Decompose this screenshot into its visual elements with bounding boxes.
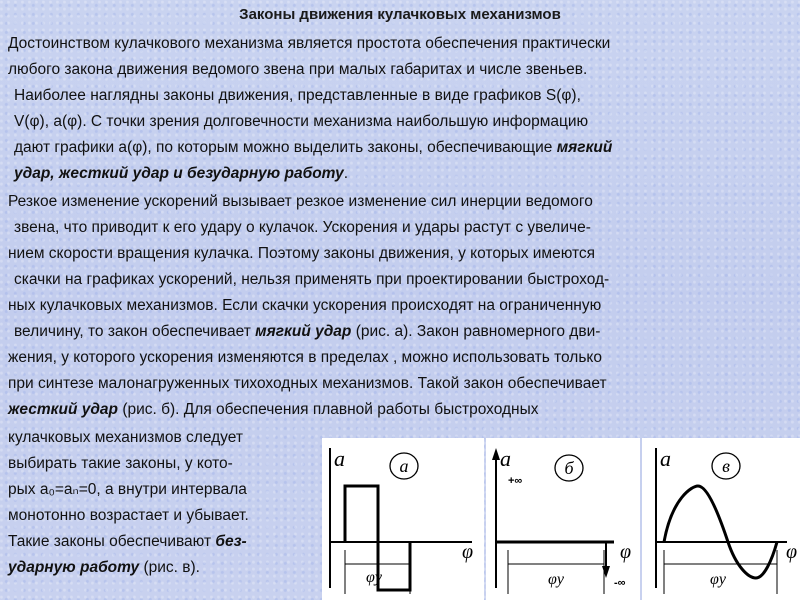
figure-a-interval-label: φу [366,569,382,586]
figure-c-interval-label: φу [710,571,726,588]
figure-b-plus-inf: +∞ [508,475,523,487]
text-line-10: скачки на графиках ускорений, нельзя применять при проектировании быстроход- [14,271,610,288]
figure-c [642,438,800,600]
page-title: Законы движения кулачковых механизмов [239,6,561,23]
text-line-5: дают графики a(φ), по которым можно выделить законы, обеспечивающие мягкий [14,139,613,156]
text-line-3: Наиболее наглядны законы движения, представленные в виде графиков S(φ), [14,87,581,104]
text-line-6: удар, жесткий удар и безударную работу. [14,165,348,182]
figure-a-graph [322,438,484,600]
figure-b-label: б [564,458,574,478]
text-line-7: Резкое изменение ускорений вызывает резкое изменение сил инерции ведомого [8,193,593,210]
figure-b-graph [486,438,640,600]
text-line-9: нием скорости вращения кулачка. Поэтому законы движения, у которых имеются [8,245,596,262]
figure-b-x-label: φ [620,541,632,563]
text-line-12: величину, то закон обеспечивает мягкий удар (рис. а). Закон равномерного дви- [14,323,601,340]
text-line-15: жесткий удар (рис. б). Для обеспечения плавной работы быстроходных [8,401,539,418]
text-line-11: ных кулачковых механизмов. Если скачки ускорения происходят на ограниченную [8,297,602,314]
text-line-14: при синтезе малонагруженных тихоходных механизмов. Такой закон обеспечивает [8,375,607,392]
figure-a [322,438,484,600]
figure-c-graph [642,438,800,600]
figure-b [486,438,640,600]
text-line-4: V(φ), a(φ). С точки зрения долговечности механизма наибольшую информацию [14,113,589,130]
figure-b-minus-inf: -∞ [614,577,626,589]
text-line-21: ударную работу (рис. в). [8,559,200,576]
figure-b-interval-label: φу [548,571,564,588]
figure-a-x-label: φ [462,541,474,563]
text-line-18: рых a₀=aₙ=0, а внутри интервала [8,481,247,498]
figure-a-label: а [399,456,409,476]
text-line-2: любого закона движения ведомого звена при малых габаритах и числе звеньев. [8,61,588,78]
figure-c-label: в [722,456,730,476]
text-line-17: выбирать такие законы, у кото- [8,455,233,472]
text-line-20: Такие законы обеспечивают без- [8,533,247,550]
text-line-19: монотонно возрастает и убывает. [8,507,249,524]
figure-b-minus-inf-arrow [602,566,610,578]
figure-c-axis-label: a [660,446,671,471]
figure-a-axis-label: a [334,446,345,471]
text-line-13: жения, у которого ускорения изменяются в пределах , можно использовать только [8,349,602,366]
figure-c-x-label: φ [786,541,798,563]
figure-b-axis-label: a [500,446,511,471]
text-line-1: Достоинством кулачкового механизма является простота обеспечения практически [8,35,611,52]
text-line-8: звена, что приводит к его удару о кулачок. Ускорения и удары растут с увеличе- [14,219,591,236]
figure-b-plus-inf-arrow [492,448,500,460]
text-line-16: кулачковых механизмов следует [8,429,243,446]
